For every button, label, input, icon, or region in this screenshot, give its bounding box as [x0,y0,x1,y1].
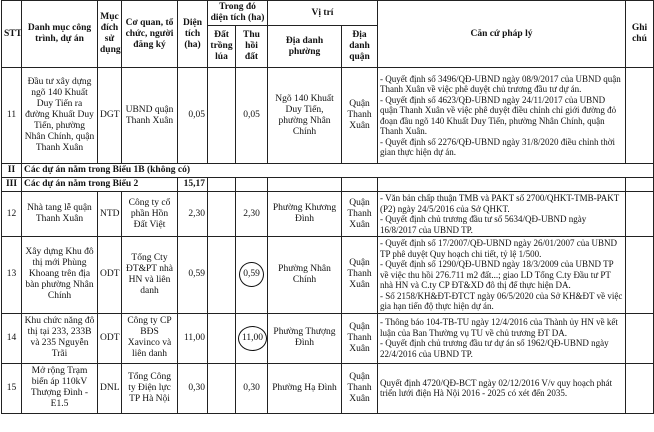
header-area: Diện tích (ha) [178,1,208,68]
row-purpose: ODT [98,237,122,314]
legal-line: - Quyết định số 1290/QĐ-UBND ngày 18/3/2009 của UBND TP về việc thu hồi 276.711 m2 đất...; giao LD Tổng C.ty Đầu tư PT nhà HN và C.ty CP ĐT&XD đô thị để thực hiện DA. [380,259,614,290]
legal-line: - Số 2158/KH&ĐT-ĐTCT ngày 06/5/2020 của Sở KH&ĐT về việc gia hạn tiến độ thực hiện dự án. [380,290,623,311]
row-stt: 14 [2,313,22,363]
row-notes [626,68,654,164]
row-ward: Phường Hạ Đình [268,363,342,413]
row-notes [626,237,654,314]
row-notes [626,363,654,413]
row-rice [208,363,236,413]
row-legal [378,68,626,164]
row-agency: UBND quận Thanh Xuân [122,68,178,164]
row-stt: 12 [2,192,22,237]
row-ward: Phường Thượng Đình [268,313,342,363]
header-area-breakdown: Trong đó diện tích (ha) [208,1,268,26]
row-notes [626,192,654,237]
header-project: Danh mục công trình, dự án [22,1,98,68]
section-num: II [2,164,22,178]
table-row [2,237,654,314]
row-area: 0,30 [178,363,208,413]
row-stt: 13 [2,237,22,314]
header-ward: Địa danh phường [268,26,342,68]
legal-line: - Quyết định số 2276/QĐ-UBND ngày 31/8/2020 điều chỉnh thời gian thực hiện dự án. [380,136,615,157]
row-rice [208,313,236,363]
row-area: 0,05 [178,68,208,164]
row-purpose: NTD [98,192,122,237]
row-project: Khu chức năng đô thị tại 233, 233B và 235 Nguyễn Trãi [22,313,98,363]
row-notes [626,313,654,363]
header-location: Vị trí [268,1,378,26]
legal-line: - Văn bản chấp thuận TMB và PAKT số 2700/QHKT-TMB-PAKT (P2) ngày 24/5/2016 của Sở QHKT. [380,193,620,214]
row-district: Quận Thanh Xuân [342,313,378,363]
row-recovered: 0,30 [236,363,268,413]
legal-line: - Quyết định chủ trương đầu tư số 5634/QĐ-UBND ngày 16/8/2017 của UBND TP. [380,214,587,235]
row-stt: 15 [2,363,22,413]
row-ward: Phường Nhân Chính [268,237,342,314]
row-rice [208,237,236,314]
row-district: Quận Thanh Xuân [342,192,378,237]
row-purpose: ODT [98,313,122,363]
row-agency: Công ty cổ phần Hồn Đất Việt [122,192,178,237]
row-legal [378,237,626,314]
row-ward: Phường Khương Đình [268,192,342,237]
row-project: Xây dựng Khu đô thị mới Phùng Khoang trên địa bàn phường Nhân Chính [22,237,98,314]
row-district: Quận Thanh Xuân [342,237,378,314]
header-district: Địa danh quận [342,26,378,68]
row-rice [208,68,236,164]
row-purpose: DNL [98,363,122,413]
row-agency: Tổng Công ty Điện lực TP Hà Nội [122,363,178,413]
row-legal [378,313,626,363]
circled-value: 11,00 [238,326,267,351]
row-recovered: 0,05 [236,68,268,164]
circled-value: 0,59 [239,262,264,287]
row-rice [208,192,236,237]
table-row [2,313,654,363]
legal-line: - Thông báo 104-TB-TU ngày 12/4/2016 của Thành ủy HN về kết luận của Ban Thường vụ TU về chủ trương ĐT DA. [380,317,618,338]
row-project: Đầu tư xây dựng ngõ 140 Khuất Duy Tiến ra đường Khuất Duy Tiến, phường Nhân Chính, quận Thanh Xuân [22,68,98,164]
header-recovered-land: Thu hồi đất [236,26,268,68]
row-area: 0,59 [178,237,208,314]
section-title: Các dự án nằm trong Biểu 1B (không có) [22,164,654,178]
header-agency: Cơ quan, tổ chức, người đăng ký [122,1,178,68]
land-use-table [1,0,654,414]
row-district: Quận Thanh Xuân [342,68,378,164]
header-notes: Ghi chú [626,1,654,68]
header-rice-land: Đất trồng lúa [208,26,236,68]
row-legal [378,363,626,413]
legal-line: - Quyết định chủ trương đầu tư dự án số 1962/QĐ-UBND ngày 22/4/2016 của UBND TP. [380,338,609,359]
header-purpose: Mục đích sử dụng [98,1,122,68]
section-title: Các dự án nằm trong Biểu 2 [22,178,178,192]
row-stt: 11 [2,68,22,164]
table-row [2,68,654,164]
section-area: 15,17 [178,178,208,192]
legal-line: - Quyết định số 4623/QĐ-UBND ngày 24/11/2017 của UBND quận Thanh Xuân về việc phê duyệt điều chỉnh chỉ giới đường đỏ đoạn đầu ngõ 140 Khuất Duy Tiến, phường Nhân Chính, quận Thanh Xuân. [380,94,617,136]
row-agency: Tổng Cty ĐT&PT nhà HN và liên danh [122,237,178,314]
table-row [2,363,654,413]
row-project: Mở rộng Trạm biến áp 110kV Thượng Đình - E1.5 [22,363,98,413]
row-ward: Ngõ 140 Khuất Duy Tiến, phường Nhân Chính [268,68,342,164]
section-num: III [2,178,22,192]
header-legal: Căn cứ pháp lý [378,1,626,68]
legal-line: - Quyết định số 17/2007/QĐ-UBND ngày 26/01/2007 của UBND TP phê duyệt Quy hoạch chi tiết, tỷ lệ 1/500. [380,238,617,259]
row-area: 2,30 [178,192,208,237]
header-stt: STT [2,1,22,68]
section-row [2,164,654,178]
row-purpose: DGT [98,68,122,164]
row-district: Quận Thanh Xuân [342,363,378,413]
legal-line: Quyết định 4720/QĐ-BCT ngày 02/12/2016 V/v quy hoạch phát triển lưới điện Hà Nội 2016 - 2025 có xét đến 2035. [380,377,613,398]
row-area: 11,00 [178,313,208,363]
row-agency: Công ty CP BĐS Xavinco và liên danh [122,313,178,363]
row-recovered: 2,30 [236,192,268,237]
section-row [2,178,654,192]
legal-line: - Quyết định số 3496/QĐ-UBND ngày 08/9/2017 của UBND quận Thanh Xuân về việc phê duyệt chủ trương đầu tư dự án. [380,73,621,94]
row-legal [378,192,626,237]
row-recovered [236,313,268,363]
row-recovered [236,237,268,314]
row-project: Nhà tang lễ quận Thanh Xuân [22,192,98,237]
table-row [2,192,654,237]
